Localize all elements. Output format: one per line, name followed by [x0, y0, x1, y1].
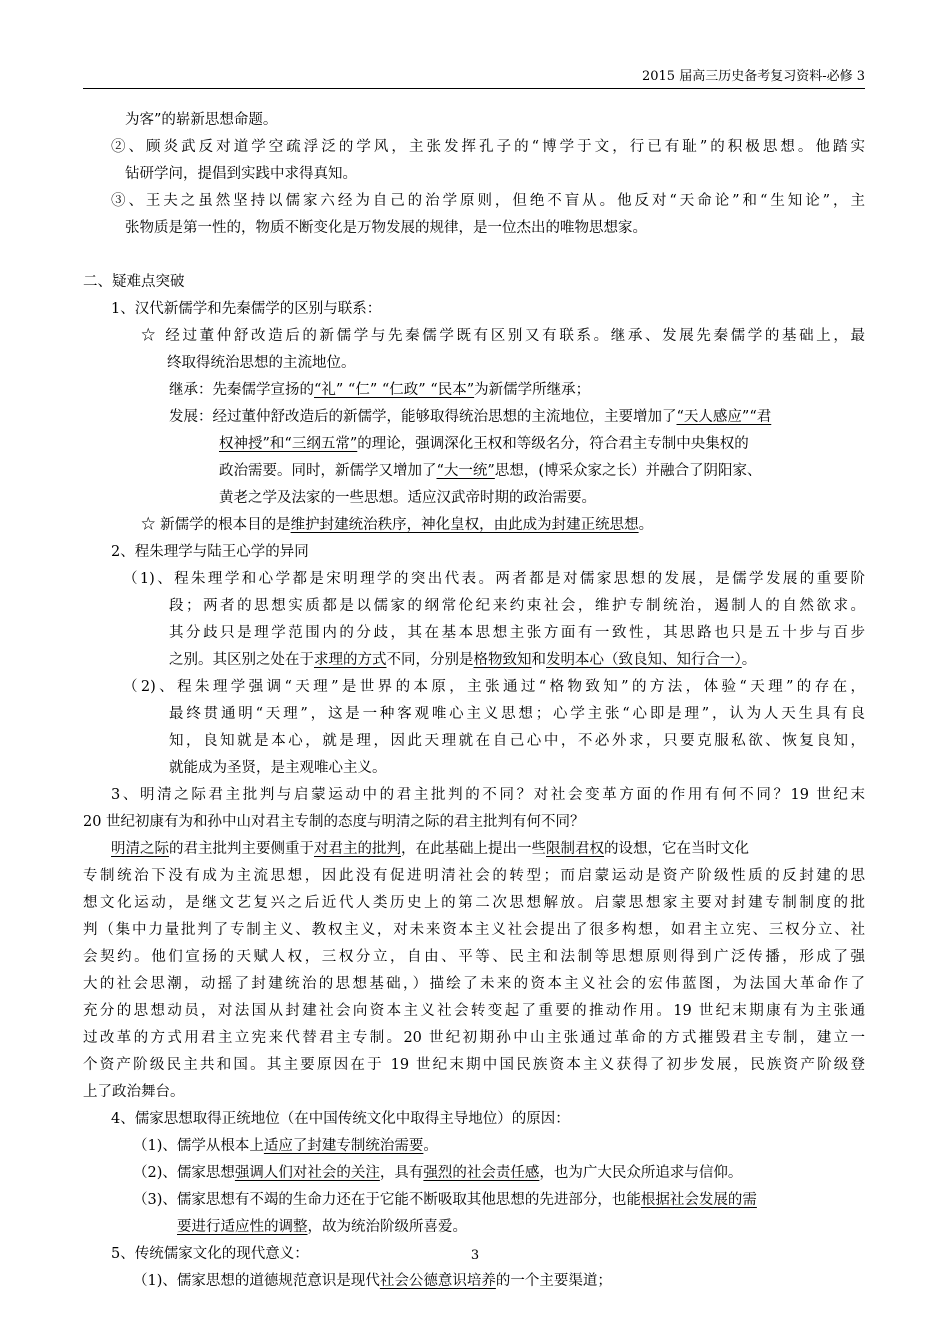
text-run: ，故为统治阶级所喜爱。 — [307, 1219, 467, 1235]
underlined-text: 格物致知 — [473, 652, 532, 668]
text-run: 。 — [638, 517, 654, 533]
paragraph-line: 会契约。他们宣扬的天赋人权，三权分立，自由、平等、民主和法制等思想原则得到广泛传播，形成了强 — [83, 949, 865, 965]
underlined-text: 要进行适应性的调整 — [177, 1219, 308, 1235]
underlined-text: 强调人们对社会的关注 — [234, 1165, 380, 1181]
paragraph-line: ②、顾炎武反对道学空疏浮泛的学风，主张发挥孔子的“博学于文，行已有耻”的积极思想。他踏实 — [111, 139, 865, 155]
paragraph-line: 过改革的方式用君主立宪来代替君主专制。20 世纪初期孙中山主张通过革命的方式摧毁君主专制，建立一 — [83, 1030, 865, 1046]
underlined-text: 限制君权 — [546, 841, 604, 857]
text-run: 。 — [741, 652, 757, 668]
text-run: （1)、儒家思想的道德规范意识是现代 — [133, 1273, 380, 1289]
text-run: 之别。其区别之处在于 — [169, 652, 314, 668]
text-run: 的君主批判主要侧重于 — [169, 841, 314, 857]
section-title: 二、疑难点突破 — [83, 274, 185, 290]
paragraph-line: 想文化运动，是继文艺复兴之后近代人类历史上的第二次思想解放。启蒙思想家主要对封建专制制度的批 — [83, 895, 865, 911]
text-run: ，在此基础上提出一些 — [401, 841, 546, 857]
page-header — [83, 68, 865, 89]
header-title: 2015 届高三历史备考复习资料-必修 3 — [641, 69, 865, 84]
paragraph-line — [133, 1188, 757, 1213]
paragraph-line — [169, 405, 771, 430]
text-run: 发展：经过董仲舒改造后的新儒学，能够取得统治思想的主流地位，主要增加了 — [169, 409, 677, 425]
text-run: 的理论，强调深化王权和等级名分，符合君主专制中央集权的 — [357, 436, 749, 452]
paragraph-line — [169, 378, 590, 403]
text-run: 。 — [423, 1138, 438, 1154]
paragraph-line: ③、王夫之虽然坚持以儒家六经为自己的治学原则，但绝不盲从。他反对“天命论”和“生知论”，主 — [111, 193, 865, 209]
subsection-title: 5、传统儒家文化的现代意义： — [111, 1246, 309, 1262]
paragraph-line — [219, 432, 749, 457]
underlined-text: 适应了封建专制统治需要 — [263, 1138, 424, 1154]
underlined-text: “天人感应”“君 — [676, 409, 772, 425]
paragraph-line: （1)、程朱理学和心学都是宋明理学的突出代表。两者都是对儒家思想的发展，是儒学发展的重要阶 — [123, 571, 865, 587]
paragraph-line — [169, 648, 756, 673]
underlined-text: 社会公德意识培养 — [379, 1273, 496, 1289]
underlined-text: “大一统” — [436, 463, 495, 479]
paragraph-line: 大的社会思潮，动摇了封建统治的思想基础，）描绘了未来的资本主义社会的宏伟蓝图，为法国大革命作了 — [83, 976, 865, 992]
text-run: ，具有 — [379, 1165, 424, 1181]
paragraph-line: 20 世纪初康有为和孙中山对君主专制的态度与明清之际的君主批判有何不同？ — [83, 814, 585, 830]
paragraph-line — [133, 1269, 612, 1294]
text-run: 的设想，它在当时文化 — [604, 841, 749, 857]
paragraph-line: ☆ 经过董仲舒改造后的新儒学与先秦儒学既有区别又有联系。继承、发展先秦儒学的基础上，最 — [141, 328, 865, 344]
text-run: ，也为广大民众所追求与信仰。 — [539, 1165, 743, 1181]
subsection-title: 4、儒家思想取得正统地位（在中国传统文化中取得主导地位）的原因： — [111, 1111, 570, 1127]
paragraph-line: 就能成为圣贤，是主观唯心主义。 — [169, 760, 387, 776]
paragraph-line: 段；两者的思想实质都是以儒家的纲常伦纪来约束社会，维护专制统治，遏制人的自然欲求。 — [169, 598, 865, 614]
paragraph-line — [111, 837, 749, 862]
text-run: 继承：先秦儒学宣扬的 — [169, 382, 314, 398]
paragraph-line: 专制统治下没有成为主流思想，因此没有促进明清社会的转型；而启蒙运动是资产阶级性质的反封建的思 — [83, 868, 865, 884]
paragraph-line: 知，良知就是本心，就是理，因此天理就在自己心中，不必外求，只要克服私欲、恢复良知， — [169, 733, 865, 749]
text-run: （3)、儒家思想有不竭的生命力还在于它能不断吸取其他思想的先进部分，也能 — [133, 1192, 641, 1208]
paragraph-line: 判（集中力量批判了专制主义、教权主义，对未来资本主义社会提出了很多构想，如君主立宪、三权分立、社 — [83, 922, 865, 938]
underlined-text: “礼” “仁” “仁政” “民本” — [314, 382, 475, 398]
text-run: （1)、儒学从根本上 — [133, 1138, 264, 1154]
paragraph-line — [219, 459, 761, 484]
underlined-text: 根据社会发展的需 — [640, 1192, 757, 1208]
paragraph-line: 黄老之学及法家的一些思想。适应汉武帝时期的政治需要。 — [219, 490, 596, 506]
paragraph-line: 张物质是第一性的，物质不断变化是万物发展的规律，是一位杰出的唯物思想家。 — [125, 220, 647, 236]
paragraph-line: 钻研学问，提倡到实践中求得真知。 — [125, 166, 357, 182]
underlined-text: 明清之际 — [111, 841, 169, 857]
paragraph-line: 为客”的崭新思想命题。 — [125, 112, 278, 128]
paragraph-line: 个资产阶级民主共和国。其主要原因在于 19 世纪末期中国民族资本主义获得了初步发展，民族资产阶级登 — [83, 1057, 865, 1073]
text-run: 政治需要。同时，新儒学又增加了 — [219, 463, 437, 479]
paragraph-line — [133, 1161, 742, 1186]
underlined-text: 对君主的批判 — [314, 841, 401, 857]
text-run: 思想，(博采众家之长）并融合了阴阳家、 — [494, 463, 762, 479]
text-run: 的一个主要渠道； — [495, 1273, 612, 1289]
paragraph-line: 上了政治舞台。 — [83, 1084, 185, 1100]
underlined-text: 求理的方式 — [314, 652, 387, 668]
underlined-text: 权神授”和“三纲五常” — [219, 436, 358, 452]
paragraph-line — [177, 1215, 467, 1240]
paragraph-line — [133, 1134, 438, 1159]
text-run: （2)、儒家思想 — [133, 1165, 235, 1181]
paragraph-line: 最终贯通明“天理”，这是一种客观唯心主义思想；心学主张“心即是理”，认为人天生具有良 — [169, 706, 865, 722]
paragraph-line — [141, 513, 653, 538]
text-run: ☆ 新儒学的根本目的是 — [141, 517, 291, 533]
paragraph-line: 其分歧只是理学范围内的分歧，其在基本思想主张方面有一致性，其思路也只是五十步与百步 — [169, 625, 865, 641]
underlined-text: 发明本心（致良知、知行合一） — [546, 652, 742, 668]
text-run: 和 — [531, 652, 546, 668]
paragraph-line: 3、明清之际君主批判与启蒙运动中的君主批判的不同？对社会变革方面的作用有何不同？19 世纪末 — [111, 787, 865, 803]
text-run: 不同，分别是 — [386, 652, 474, 668]
underlined-text: 强烈的社会责任感 — [423, 1165, 540, 1181]
page-number: 3 — [470, 1248, 480, 1263]
paragraph-line: 充分的思想动员，对法国从封建社会向资本主义社会转变起了重要的推动作用。19 世纪末期康有为主张通 — [83, 1003, 865, 1019]
paragraph-line: 终取得统治思想的主流地位。 — [167, 355, 356, 371]
underlined-text: 维护封建统治秩序，神化皇权，由此成为封建正统思想 — [290, 517, 639, 533]
text-run: 为新儒学所继承； — [474, 382, 591, 398]
subsection-title: 2、程朱理学与陆王心学的异同 — [111, 544, 309, 560]
subsection-title: 1、汉代新儒学和先秦儒学的区别与联系： — [111, 301, 382, 317]
paragraph-line: （2)、程朱理学强调“天理”是世界的本原，主张通过“格物致知”的方法，体验“天理”的存在， — [123, 679, 865, 695]
